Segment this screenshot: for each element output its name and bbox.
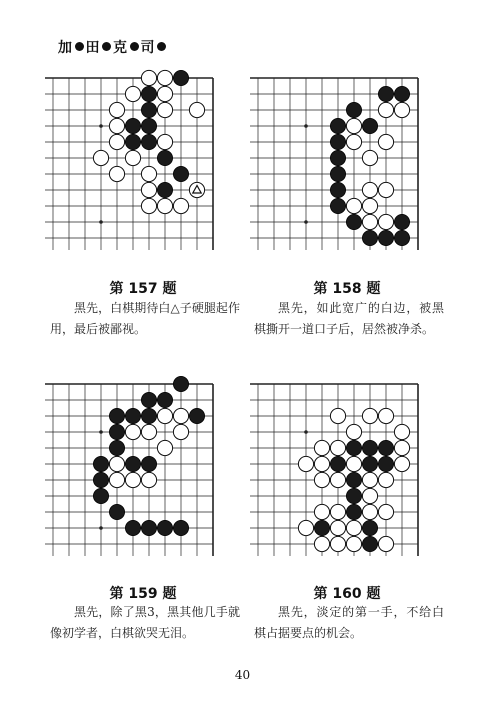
white-stone xyxy=(346,424,361,439)
white-stone xyxy=(109,166,124,181)
white-stone xyxy=(93,150,108,165)
white-stone xyxy=(346,520,361,535)
black-stone xyxy=(394,86,409,101)
white-stone xyxy=(378,134,393,149)
white-stone xyxy=(314,440,329,455)
star-point xyxy=(99,526,103,530)
black-stone xyxy=(346,504,361,519)
black-stone xyxy=(125,456,140,471)
white-stone xyxy=(378,472,393,487)
black-stone xyxy=(330,134,345,149)
black-stone xyxy=(362,520,377,535)
white-stone xyxy=(330,504,345,519)
black-stone xyxy=(141,456,156,471)
white-stone xyxy=(141,70,156,85)
go-board xyxy=(45,372,240,572)
white-stone xyxy=(378,504,393,519)
white-stone xyxy=(157,102,172,117)
white-stone xyxy=(330,472,345,487)
star-point xyxy=(304,220,308,224)
black-stone xyxy=(141,118,156,133)
white-stone xyxy=(394,456,409,471)
white-stone xyxy=(362,198,377,213)
white-stone xyxy=(330,408,345,423)
white-stone xyxy=(362,488,377,503)
black-stone xyxy=(141,86,156,101)
white-stone xyxy=(362,408,377,423)
white-stone xyxy=(314,456,329,471)
black-stone xyxy=(330,182,345,197)
star-point xyxy=(99,220,103,224)
white-stone xyxy=(157,134,172,149)
black-stone xyxy=(125,520,140,535)
white-stone xyxy=(346,456,361,471)
white-stone xyxy=(346,536,361,551)
problem-title: 第 160 题 xyxy=(313,586,381,602)
black-stone xyxy=(141,520,156,535)
black-stone xyxy=(330,166,345,181)
black-stone xyxy=(157,182,172,197)
header-dot-icon xyxy=(157,42,166,51)
problem-title: 第 158 题 xyxy=(313,281,381,297)
black-stone xyxy=(141,134,156,149)
header-dot-icon xyxy=(130,42,139,51)
header-dot-icon xyxy=(102,42,111,51)
white-stone xyxy=(314,536,329,551)
white-stone xyxy=(141,166,156,181)
white-stone xyxy=(141,424,156,439)
header-char: 加 xyxy=(58,40,73,56)
black-stone xyxy=(125,408,140,423)
header-char: 司 xyxy=(140,40,155,56)
white-stone xyxy=(109,102,124,117)
go-board xyxy=(250,372,445,572)
star-point xyxy=(99,430,103,434)
white-stone xyxy=(378,102,393,117)
black-stone xyxy=(125,134,140,149)
black-stone xyxy=(109,408,124,423)
header-char: 田 xyxy=(85,40,100,56)
problem-description: 黑先，白棋期待白△子硬腿起作用，最后被鄙视。 xyxy=(50,301,240,336)
white-stone xyxy=(378,408,393,423)
white-stone xyxy=(157,86,172,101)
white-stone xyxy=(125,150,140,165)
problem-description: 黑先，如此宽广的白边，被黑棋撕开一道口子后，居然被净杀。 xyxy=(254,301,444,336)
black-stone xyxy=(346,102,361,117)
black-stone xyxy=(346,214,361,229)
white-stone xyxy=(173,198,188,213)
black-stone xyxy=(109,440,124,455)
white-stone xyxy=(346,118,361,133)
white-stone xyxy=(157,198,172,213)
page-header xyxy=(58,37,168,57)
white-stone xyxy=(314,472,329,487)
black-stone xyxy=(141,102,156,117)
black-stone xyxy=(330,150,345,165)
black-stone xyxy=(93,472,108,487)
white-stone xyxy=(394,440,409,455)
white-stone xyxy=(394,102,409,117)
black-stone xyxy=(157,150,172,165)
white-stone xyxy=(141,472,156,487)
black-stone xyxy=(394,230,409,245)
white-stone xyxy=(141,182,156,197)
black-stone xyxy=(93,456,108,471)
black-stone xyxy=(93,488,108,503)
black-stone xyxy=(141,392,156,407)
white-stone xyxy=(109,456,124,471)
white-stone xyxy=(394,424,409,439)
white-stone xyxy=(378,536,393,551)
black-stone xyxy=(157,520,172,535)
star-point xyxy=(304,430,308,434)
white-stone xyxy=(362,504,377,519)
black-stone xyxy=(346,440,361,455)
go-board xyxy=(250,66,445,266)
white-stone xyxy=(173,424,188,439)
white-stone xyxy=(173,408,188,423)
problem-description: 黑先，除了黑3，黑其他几手就像初学者，白棋欲哭无泪。 xyxy=(50,605,240,640)
white-stone xyxy=(109,134,124,149)
white-stone xyxy=(298,456,313,471)
white-stone xyxy=(362,150,377,165)
white-stone xyxy=(314,504,329,519)
star-point xyxy=(304,124,308,128)
black-stone xyxy=(189,408,204,423)
white-stone xyxy=(141,198,156,213)
white-stone xyxy=(362,182,377,197)
black-stone xyxy=(173,376,188,391)
black-stone xyxy=(378,456,393,471)
white-stone xyxy=(346,198,361,213)
page-number: 40 xyxy=(234,668,251,682)
black-stone xyxy=(378,230,393,245)
black-stone xyxy=(362,118,377,133)
black-stone xyxy=(157,392,172,407)
white-stone xyxy=(362,472,377,487)
black-stone xyxy=(141,408,156,423)
black-stone xyxy=(378,440,393,455)
white-stone xyxy=(109,472,124,487)
black-stone xyxy=(362,230,377,245)
white-stone xyxy=(330,520,345,535)
black-stone xyxy=(330,198,345,213)
black-stone xyxy=(314,520,329,535)
white-stone xyxy=(157,440,172,455)
problem-title: 第 157 题 xyxy=(109,281,177,297)
white-stone xyxy=(330,536,345,551)
white-stone xyxy=(378,214,393,229)
white-stone xyxy=(157,408,172,423)
white-stone xyxy=(125,472,140,487)
header-char: 克 xyxy=(113,40,128,56)
black-stone xyxy=(173,70,188,85)
problem-title: 第 159 题 xyxy=(109,586,177,602)
black-stone xyxy=(362,440,377,455)
black-stone xyxy=(173,166,188,181)
white-stone xyxy=(346,134,361,149)
black-stone xyxy=(109,504,124,519)
white-stone xyxy=(189,102,204,117)
black-stone xyxy=(346,472,361,487)
black-stone xyxy=(109,424,124,439)
black-stone xyxy=(378,86,393,101)
star-point xyxy=(99,124,103,128)
header-dot-icon xyxy=(75,42,84,51)
white-stone xyxy=(298,520,313,535)
black-stone xyxy=(330,456,345,471)
go-board xyxy=(45,66,240,266)
white-stone xyxy=(109,118,124,133)
black-stone xyxy=(173,520,188,535)
black-stone xyxy=(362,536,377,551)
white-stone xyxy=(125,424,140,439)
white-stone xyxy=(157,70,172,85)
black-stone xyxy=(362,456,377,471)
black-stone xyxy=(394,214,409,229)
black-stone xyxy=(125,118,140,133)
white-stone xyxy=(330,440,345,455)
black-stone xyxy=(346,488,361,503)
problem-description: 黑先，淡定的第一手，不给白棋占据要点的机会。 xyxy=(254,605,444,640)
white-stone xyxy=(125,86,140,101)
black-stone xyxy=(330,118,345,133)
white-stone xyxy=(378,182,393,197)
white-stone xyxy=(362,214,377,229)
